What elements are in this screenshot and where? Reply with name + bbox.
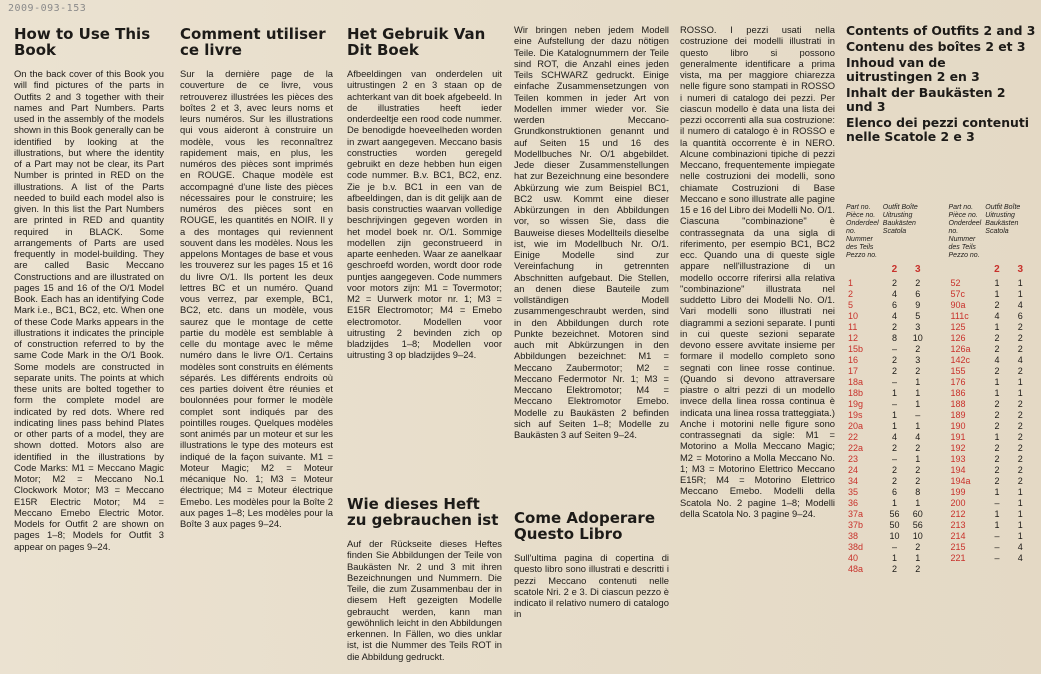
qty-outfit-2: 2 bbox=[891, 564, 897, 574]
table-row bbox=[846, 300, 1032, 311]
parts-table bbox=[846, 204, 1032, 575]
qty-outfit-2: 1 bbox=[891, 553, 897, 563]
qty-outfit-3: 2 bbox=[1017, 322, 1023, 332]
qty-outfit-3: 4 bbox=[1017, 542, 1023, 552]
part-number: 34 bbox=[848, 476, 859, 486]
qty-outfit-2: 2 bbox=[994, 410, 1000, 420]
part-number: 40 bbox=[848, 553, 859, 563]
qty-outfit-3: 1 bbox=[915, 399, 921, 409]
qty-outfit-3: 1 bbox=[915, 388, 921, 398]
table-row bbox=[846, 443, 1032, 454]
german-italian-column bbox=[514, 24, 669, 669]
qty-outfit-3: 2 bbox=[915, 443, 921, 453]
table-row bbox=[846, 388, 1032, 399]
german-body-continued: Wir bringen neben jedem Modell eine Aufstellung der dazu nötigen Teile. Die Katalognummern der Teile sind ROT, die Anzahl eines jeden Teils SCHWARZ gedruckt. Einige einfache Zusammensetzungen von Teilen kommen in jeder Art von Modellen immer wieder vor. Sie werden Meccano-Grundkonstruktionen genannt und auf Seiten 15 und 16 des Modellbuches Nr. O/1 abgebildet. Jede dieser Zusammenstellungen hat zur Bezeichnung eine besondere Abkürzung wie zum Beispiel BC1, BC2 usw. Kommt eine dieser Abkürzungen in den Abbildungen vor, so wissen Sie, dass die Bauweise dieses Modellteils dieselbe ist, wie im Modellbuch Nr. O/1. Einige Modelle sind zur Vereinfachung in getrennten Abschnitten aufgebaut. Die Stellen, an denen diese Bauteile zum vollständigen Modell zusammengeschraubt werden, sind in den Abbildungen durch rote Punkte bezeichnet. Motoren sind auch mit Abkürzungen in den Abbildungen bezeichnet: M1 = Meccano Zaubermotor; M2 = Meccano Federmotor Nr. 1; M3 = Meccano Elektromotor; M4 = Meccano Elektromotor Emebo. Modelle zu Baukästen 2 befinden sich auf Seiten 1–8; Modelle zu Baukästen 3 auf Seiten 9–24. bbox=[514, 24, 669, 440]
qty-outfit-3: 56 bbox=[912, 520, 923, 530]
part-number: 90a bbox=[950, 300, 966, 310]
outfit-3-label: 3 bbox=[914, 263, 921, 275]
italian-body-continued: ROSSO. I pezzi usati nella costruzione dei modelli illustrati in questo libro si possono generalmente identificare a prima vista, ma per maggiore chiarezza nelle figure sono stampati in ROSSO i numeri di catalogo dei pezzi. Per ciascun modello è data una lista dei pezzi occorrenti alla sua costruzione: il numero di catalogo è in ROSSO e la quantità occorrente è in NERO. Alcune combinazioni tipiche di pezzi Meccano, frequentemente impiegate nelle costruzioni dei modelli, sono chiamate Costruzioni di Base Meccano e sono illustrate alle pagine 15 e 16 del Libro dei Modelli No. O/1. Ciascuna "combinazione" è contrassegnata da una sigla di riferimento, per esempio BC1, BC2 ecc. Quando una di queste sigle appare nell'illustrazione di un modello occorre riferirsi alla relativa "combinazione" illustrata nel suddetto Libro dei Modelli No. O/1. Vari modelli sono illustrati nei diagrammi a sezioni separate. I punti in cui queste sezioni separate devono essere avvitate insieme per formare il modello completo sono segnati con linee rosse continue. (Quando si devono attraversare piastre o altri pezzi di un modello invece della linea rossa continua è indicata una linea rossa tratteggiata.) Anche i motorini nelle figure sono contrassegnati da sigle: M1 = Motorino a Molla Meccano Magic; M2 = Motorino a Molla Meccano No. 1; M3 = Motorino Elettrico Meccano E15R; M4 = Motorino Elettrico Meccano Emebo. Modelli della Scatola No. 2 pagine 1–8; Modelli della Scatola No. 3 pagine 9–24. bbox=[680, 24, 835, 519]
qty-outfit-3: 1 bbox=[1017, 388, 1023, 398]
english-body: On the back cover of this Book you will find pictures of the parts in Outfits 2 and 3 together with their names and Part Numbers. Parts used in the assembly of the models shown in this Book generally can be identified by looking at the illustrations, but where the identity of a Part may not be clear, its Part Number is printed in RED on the illustrations. A list of the Parts needed to build each model also is given. In this list the Part Numbers are printed in RED and quantity required in BLACK. Some arrangements of Parts are used frequently in model-building. They are called Basic Meccano Constructions and are illustrated on pages 15 and 16 of the O/1 Model Book. Each has an identifying Code Mark i.e., BC1, BC2, etc. When one of these Code Marks appears in the illustrations it indicates the principle of construction referred to by the same Code Mark in the O/1 Book. Some models are constructed in separate units. The points at which these units are bolted together to form the complete model are indicated by red dots. Where red indicating lines pass behind Plates or other parts of a model, they are shown dotted. Motors also are identified in the illustrations by Code Marks: M1 = Meccano Magic Motor; M2 = Meccano No.1 Clockwork Motor; M3 = Meccano E15R Electric Motor; M4 = Meccano Emebo Electric Motor. Models for Outfit 2 are shown on pages 1–8; Models for Outfit 3 appear on pages 9–24. bbox=[14, 68, 164, 552]
qty-outfit-2: 1 bbox=[891, 421, 897, 431]
dutch-title: Het Gebruik Van Dit Boek bbox=[347, 26, 486, 59]
part-number: 155 bbox=[950, 366, 966, 376]
part-number bbox=[949, 564, 986, 575]
part-number: 18a bbox=[848, 377, 864, 387]
qty-outfit-3: 1 bbox=[1017, 509, 1023, 519]
qty-outfit-3: 10 bbox=[912, 531, 923, 541]
qty-outfit-3: – bbox=[915, 410, 921, 420]
part-number: 214 bbox=[950, 531, 966, 541]
qty-outfit-2: 50 bbox=[889, 520, 900, 530]
part-number: 125 bbox=[950, 322, 966, 332]
qty-outfit-2: 1 bbox=[994, 520, 1000, 530]
part-number: 22a bbox=[848, 443, 864, 453]
qty-outfit-2: 56 bbox=[889, 509, 900, 519]
part-number: 18b bbox=[848, 388, 864, 398]
qty-outfit-2: 1 bbox=[994, 289, 1000, 299]
qty-outfit-3: 4 bbox=[1017, 553, 1023, 563]
italian-title: Come Adoperare Questo Libro bbox=[514, 509, 655, 543]
qty-outfit-3: 2 bbox=[1017, 432, 1023, 442]
qty-outfit-2: 2 bbox=[891, 366, 897, 376]
contents-titles bbox=[846, 24, 1036, 144]
qty-outfit-3: 1 bbox=[1017, 278, 1023, 288]
part-number: 5 bbox=[848, 300, 854, 310]
qty-outfit-3: 2 bbox=[915, 542, 921, 552]
part-number: 194 bbox=[950, 465, 966, 475]
qty-outfit-2: – bbox=[891, 542, 897, 552]
table-row bbox=[846, 454, 1032, 465]
table-row bbox=[846, 476, 1032, 487]
dutch-body: Afbeeldingen van onderdelen uit uitrustingen 2 en 3 staan op de achterkant van dit boek afgebeeld. In de illustraties heeft ieder onderdeeltje een rood code nummer. De benodigde hoeveelheden worden in zwart aangegeven. Meccano basis constructies worden geregeld gebruikt en deze hebben hun eigen code nummer. B.v. BC1, BC2, enz. Zie je b.v. BC1 in een van de afbeeldingen, dan is dit gelijk aan de basis constructies waarvan volledige beschrijvingen gegeven worden in het model boek nr. O/1. Sommige modellen zijn geconstrueerd in aparte eenheden. Waar ze aanelkaar geschroefd worden, wordt door rode puntjes aangegeven. Code nummers voor motors zijn: M1 = Tovermotor; M2 = Uurwerk motor nr. 1; M3 = E15R Electromotor; M4 = Emebo electromotor. Modellen voor uitrusting 2 bevinden zich op bladzijdes 1–8; Modellen voor uitrusting 3 op bladzijdes 9–24. bbox=[347, 68, 502, 361]
part-number: 188 bbox=[950, 399, 966, 409]
qty-outfit-3: 2 bbox=[915, 476, 921, 486]
part-number: 22 bbox=[848, 432, 859, 442]
qty-outfit-3: 6 bbox=[1017, 311, 1023, 321]
qty-outfit-2: 1 bbox=[891, 388, 897, 398]
qty-outfit-3: 2 bbox=[1017, 366, 1023, 376]
part-number: 23 bbox=[848, 454, 859, 464]
outfit-2-label: 2 bbox=[891, 263, 898, 275]
part-number: 19s bbox=[848, 410, 863, 420]
qty-outfit-3: 1 bbox=[1017, 498, 1023, 508]
qty-outfit-3: 6 bbox=[915, 289, 921, 299]
italian-body: Sull'ultima pagina di copertina di questo libro sono illustrati e descritti i pezzi Meccano contenuti nelle scatole Nri. 2 e 3. Di ciascun pezzo è indicato il relativo numero di catalogo in bbox=[514, 552, 669, 620]
qty-outfit-3: 1 bbox=[1017, 377, 1023, 387]
qty-outfit-3: 5 bbox=[915, 311, 921, 321]
part-number: 2 bbox=[848, 289, 854, 299]
part-number: 189 bbox=[950, 410, 966, 420]
part-number: 17 bbox=[848, 366, 859, 376]
french-body: Sur la dernière page de la couverture de ce livre, vous retrouverez illustrées les pièces des boîtes 2 et 3, avec leurs noms et leurs numéros. Sur les illustrations qui vous aideront à construire un modèle, vous les reconnaîtrez rapidement mais, en plus, les numéros des pièces sont imprimés en ROUGE. Chaque modèle est accompagné d'une liste des pièces nécessaires pour le construire; les numéros des pièces sont en ROUGE, les quantités en NOIR. Il y a des montages qui reviennent souvent dans les modèles. Nous les appelons Montages de base et vous les trouverez sur les pages 15 et 16 du livre O/1. Ils portent les deux lettres BC et un numéro. Quand vous verrez, par exemple, BC1, BC2, etc. dans un modèle, vous saurez que le montage de cette partie du modèle est semblable à celle du montage avec le même numéro dans le livre O/1. Certains modèles sont construits en éléments séparés. Les différents endroits où ces parties doivent être réunies et boulonnées pour former le modèle complet sont indiqués par des pointilles rouges. Quelques modèles sont animés par un moteur et sur les illustrations le type des moteurs est indiqué de la façon suivante. M1 = Moteur Magic; M2 = Moteur mécanique No. 1; M3 = Moteur électrique; M4 = Moteur électrique Emebo. Les modèles pour la Boîte 2 aux pages 1–8; Les modèles pour la Boîte 3 aux pages 9–24. bbox=[180, 68, 333, 529]
italian-continued-column bbox=[680, 24, 835, 669]
qty-outfit-2: 2 bbox=[994, 443, 1000, 453]
qty-outfit-3: 3 bbox=[915, 355, 921, 365]
part-number: 192 bbox=[950, 443, 966, 453]
table-row bbox=[846, 377, 1032, 388]
qty-outfit-2: – bbox=[994, 553, 1000, 563]
qty-outfit-2: – bbox=[891, 454, 897, 464]
archive-stamp: 2009-093-153 bbox=[8, 3, 87, 14]
qty-outfit-3: 1 bbox=[915, 498, 921, 508]
qty-outfit-3: 1 bbox=[1017, 531, 1023, 541]
qty-outfit-2: 2 bbox=[891, 443, 897, 453]
outfit-header: Outfit Boîte Uitrusting Baukästen Scatola bbox=[882, 204, 918, 235]
contents-column bbox=[846, 24, 1036, 669]
qty-outfit-3: 2 bbox=[915, 564, 921, 574]
part-number-header-right: Part no. Pièce no. Onderdeel no. Nummer des Teils Pezzo no. bbox=[948, 204, 982, 259]
qty-outfit-2: 4 bbox=[891, 432, 897, 442]
qty-outfit-2: 4 bbox=[994, 311, 1000, 321]
part-number: 15b bbox=[848, 344, 864, 354]
part-number: 193 bbox=[950, 454, 966, 464]
qty-outfit-3: 1 bbox=[1017, 520, 1023, 530]
qty-outfit-2: 2 bbox=[891, 278, 897, 288]
outfit-2-label-right: 2 bbox=[994, 263, 1000, 275]
qty-outfit-2: 4 bbox=[891, 289, 897, 299]
table-row bbox=[846, 498, 1032, 509]
qty-outfit-2: 2 bbox=[994, 421, 1000, 431]
qty-outfit-2: – bbox=[891, 399, 897, 409]
part-number: 52 bbox=[950, 278, 961, 288]
qty-outfit-3: 60 bbox=[912, 509, 923, 519]
table-row bbox=[846, 487, 1032, 498]
part-number: 20a bbox=[848, 421, 864, 431]
qty-outfit-2: 2 bbox=[994, 344, 1000, 354]
qty-outfit-3: 3 bbox=[915, 322, 921, 332]
part-number: 126a bbox=[950, 344, 971, 354]
qty-outfit-3: 1 bbox=[915, 421, 921, 431]
qty-outfit-2: 6 bbox=[891, 487, 897, 497]
qty-outfit-2: 1 bbox=[891, 410, 897, 420]
qty-outfit-2: 1 bbox=[994, 487, 1000, 497]
part-number: 215 bbox=[950, 542, 966, 552]
qty-outfit-3: 1 bbox=[1017, 487, 1023, 497]
table-row bbox=[846, 465, 1032, 476]
table-row bbox=[846, 564, 1032, 575]
qty-outfit-2: – bbox=[994, 542, 1000, 552]
qty-outfit-3: 2 bbox=[1017, 476, 1023, 486]
contents-title-fr: Contenu des boîtes 2 et 3 bbox=[846, 39, 1026, 54]
table-row bbox=[846, 542, 1032, 553]
qty-outfit-2: 1 bbox=[994, 322, 1000, 332]
qty-outfit-2: 1 bbox=[994, 278, 1000, 288]
qty-outfit-3: 2 bbox=[915, 366, 921, 376]
qty-outfit-2: 2 bbox=[994, 454, 1000, 464]
outfit-header-right: Outfit Boîte Uitrusting Baukästen Scatola bbox=[985, 204, 1021, 235]
qty-outfit-3: 2 bbox=[915, 344, 921, 354]
table-row bbox=[846, 432, 1032, 443]
qty-outfit-2: 2 bbox=[891, 355, 897, 365]
qty-outfit-3: 4 bbox=[1017, 300, 1023, 310]
qty-outfit-2: 1 bbox=[891, 498, 897, 508]
qty-outfit-2: 4 bbox=[891, 311, 897, 321]
qty-outfit-3: 1 bbox=[1017, 289, 1023, 299]
contents-title-nl: Inhoud van de uitrustingen 2 en 3 bbox=[846, 55, 980, 84]
contents-title-en: Contents of Outfits 2 and 3 bbox=[846, 24, 1036, 38]
table-row bbox=[846, 355, 1032, 366]
part-number: 37a bbox=[848, 509, 864, 519]
german-body: Auf der Rückseite dieses Heftes finden Sie Abbildungen der Teile von Baukästen Nr. 2 und 3 mit ihren Bezeichnungen und Nummern. Die Teile, die zum Zusammenbau der in diesem Heft gezeigten Modelle gebraucht werden, kann man gewöhnlich leicht in den Abbildungen erkennen. In Fällen, wo dies unklar ist, ist die Nummer des Teils ROT in die Abbildung gedruckt. bbox=[347, 538, 502, 662]
part-number: 212 bbox=[950, 509, 966, 519]
qty-outfit-2: 2 bbox=[994, 465, 1000, 475]
part-number: 16 bbox=[848, 355, 859, 365]
qty-outfit-3: 1 bbox=[915, 377, 921, 387]
part-number: 199 bbox=[950, 487, 966, 497]
qty-outfit-3: 1 bbox=[915, 454, 921, 464]
table-row bbox=[846, 278, 1032, 289]
table-row bbox=[846, 366, 1032, 377]
qty-outfit-2: 2 bbox=[994, 300, 1000, 310]
qty-outfit-2: – bbox=[994, 498, 1000, 508]
part-number: 213 bbox=[950, 520, 966, 530]
outfit-3-label-right: 3 bbox=[1017, 263, 1024, 275]
contents-title-it: Elenco dei pezzi contenuti nelle Scatole 2 e 3 bbox=[846, 115, 1030, 144]
parts-table-body bbox=[846, 278, 1032, 575]
part-number: 194a bbox=[950, 476, 971, 486]
qty-outfit-3: 2 bbox=[1017, 399, 1023, 409]
qty-outfit-3: 2 bbox=[1017, 333, 1023, 343]
qty-outfit-2: – bbox=[891, 344, 897, 354]
qty-outfit-2: 1 bbox=[994, 509, 1000, 519]
qty-outfit-2: 2 bbox=[994, 366, 1000, 376]
part-number: 24 bbox=[848, 465, 859, 475]
part-number: 186 bbox=[950, 388, 966, 398]
qty-outfit-2: – bbox=[994, 531, 1000, 541]
qty-outfit-2: 4 bbox=[994, 355, 1000, 365]
german-title: Wie dieses Heft zu gebrauchen ist bbox=[347, 495, 499, 529]
table-row bbox=[846, 289, 1032, 300]
part-number: 200 bbox=[950, 498, 966, 508]
part-number: 12 bbox=[848, 333, 859, 343]
english-column bbox=[14, 26, 164, 552]
qty-outfit-3: 2 bbox=[915, 465, 921, 475]
contents-title-de: Inhalt der Baukästen 2 und 3 bbox=[846, 85, 1006, 114]
french-title: Comment utiliser ce livre bbox=[180, 26, 326, 59]
part-number: 38d bbox=[848, 542, 864, 552]
part-number: 35 bbox=[848, 487, 859, 497]
part-number: 126 bbox=[950, 333, 966, 343]
part-number: 10 bbox=[848, 311, 859, 321]
qty-outfit-3: 2 bbox=[1017, 421, 1023, 431]
qty-outfit-2: 2 bbox=[891, 322, 897, 332]
part-number: 19g bbox=[848, 399, 864, 409]
table-row bbox=[846, 520, 1032, 531]
part-number: 111c bbox=[950, 311, 969, 321]
table-row bbox=[846, 333, 1032, 344]
qty-outfit-3: 2 bbox=[1017, 410, 1023, 420]
qty-outfit-3: 10 bbox=[912, 333, 923, 343]
qty-outfit-3: 9 bbox=[915, 300, 921, 310]
table-row bbox=[846, 553, 1032, 564]
part-number: 1 bbox=[848, 278, 854, 288]
part-number-header: Part no. Pièce no. Onderdeel no. Nummer des Teils Pezzo no. bbox=[846, 204, 879, 259]
part-number: 191 bbox=[950, 432, 966, 442]
part-number: 142c bbox=[950, 355, 971, 365]
qty-outfit-2: 1 bbox=[994, 432, 1000, 442]
qty-outfit-2: 8 bbox=[891, 333, 897, 343]
table-row bbox=[846, 509, 1032, 520]
table-row bbox=[846, 410, 1032, 421]
qty-outfit-3 bbox=[1009, 564, 1032, 575]
part-number: 36 bbox=[848, 498, 859, 508]
qty-outfit-3: 2 bbox=[1017, 465, 1023, 475]
table-row bbox=[846, 311, 1032, 322]
qty-outfit-2: 2 bbox=[994, 399, 1000, 409]
qty-outfit-3: 2 bbox=[915, 278, 921, 288]
qty-outfit-2: 2 bbox=[994, 333, 1000, 343]
qty-outfit-2: 2 bbox=[891, 465, 897, 475]
part-number: 37b bbox=[848, 520, 864, 530]
part-number: 190 bbox=[950, 421, 966, 431]
dutch-german-column bbox=[347, 26, 502, 666]
table-row bbox=[846, 322, 1032, 333]
qty-outfit-2 bbox=[985, 564, 1008, 575]
table-row bbox=[846, 531, 1032, 542]
part-number: 11 bbox=[848, 322, 858, 332]
qty-outfit-3: 4 bbox=[1017, 355, 1023, 365]
part-number: 48a bbox=[848, 564, 864, 574]
french-column bbox=[180, 26, 333, 529]
part-number: 221 bbox=[950, 553, 966, 563]
table-row bbox=[846, 399, 1032, 410]
qty-outfit-3: 4 bbox=[915, 432, 921, 442]
part-number: 57c bbox=[950, 289, 966, 299]
table-row bbox=[846, 421, 1032, 432]
english-title: How to Use This Book bbox=[14, 26, 151, 59]
qty-outfit-2: 2 bbox=[994, 476, 1000, 486]
qty-outfit-2: 10 bbox=[889, 531, 900, 541]
qty-outfit-2: 2 bbox=[891, 476, 897, 486]
qty-outfit-2: 1 bbox=[994, 377, 1000, 387]
qty-outfit-2: – bbox=[891, 377, 897, 387]
table-row bbox=[846, 344, 1032, 355]
part-number: 38 bbox=[848, 531, 859, 541]
qty-outfit-3: 8 bbox=[915, 487, 921, 497]
qty-outfit-3: 2 bbox=[1017, 454, 1023, 464]
qty-outfit-2: 1 bbox=[994, 388, 1000, 398]
qty-outfit-3: 2 bbox=[1017, 443, 1023, 453]
qty-outfit-2: 6 bbox=[891, 300, 897, 310]
qty-outfit-3: 2 bbox=[1017, 344, 1023, 354]
part-number: 176 bbox=[950, 377, 966, 387]
qty-outfit-3: 1 bbox=[915, 553, 921, 563]
